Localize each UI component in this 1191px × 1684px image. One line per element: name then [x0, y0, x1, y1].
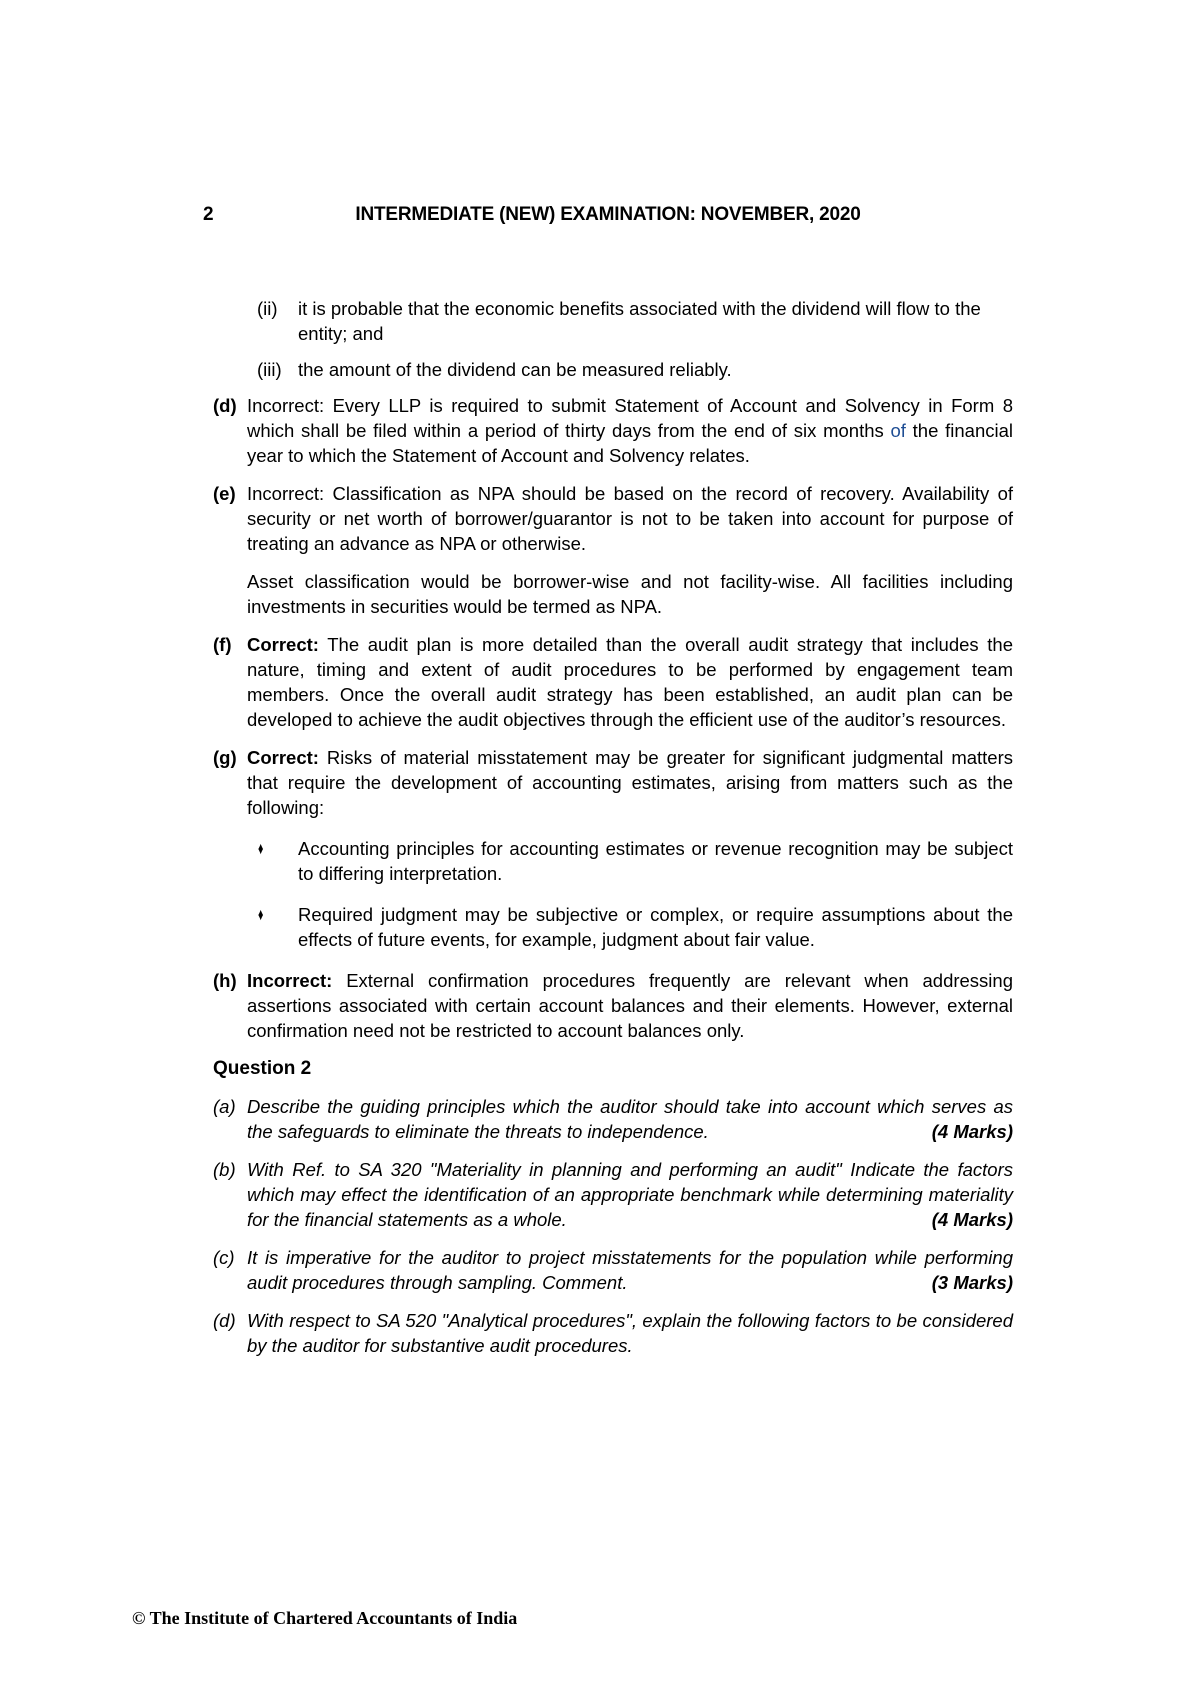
item-marker: (e) [213, 483, 236, 504]
question-text: With Ref. to SA 320 "Materiality in planning and performing an audit" Indicate the factors which may effect the identification of an appropriate benchmark while determining materiality for the financial statements as a whole. [247, 1159, 1013, 1230]
question-body [247, 1245, 1013, 1295]
question-body [247, 1308, 1013, 1358]
header-title: INTERMEDIATE (NEW) EXAMINATION: NOVEMBER, 2020 [355, 204, 861, 225]
answer-text: External confirmation procedures frequently are relevant when addressing assertions associated with certain account balances and their elements. However, external confirmation need not be restricted to account balances only. [247, 970, 1013, 1041]
answer-lead: Correct: [247, 634, 319, 655]
bullet-text: Required judgment may be subjective or complex, or require assumptions about the effects of future events, for example, judgment about fair value. [298, 904, 1013, 950]
question-paragraph [247, 1157, 1013, 1232]
list-item [213, 357, 1013, 382]
footer-copyright: © The Institute of Chartered Accountants of India [132, 1608, 518, 1628]
item-marker: (h) [213, 970, 237, 991]
answer-lead: Incorrect: [247, 483, 325, 504]
answer-paragraph [247, 968, 1013, 1043]
question-body [247, 1157, 1013, 1232]
item-marker: (b) [213, 1159, 236, 1180]
content [213, 296, 1013, 1371]
answer-text: the financial year to which the Statement of Account and Solvency relates. [247, 420, 1013, 466]
question-paragraph [247, 1308, 1013, 1358]
item-marker: (ii) [257, 298, 278, 319]
answer-text: Risks of material misstatement may be greater for significant judgmental matters that require the development of accounting estimates, arising from matters such as the following: [247, 747, 1013, 818]
bullet-list-item [247, 902, 1013, 952]
bullet-text: Accounting principles for accounting estimates or revenue recognition may be subject to differing interpretation. [298, 838, 1013, 884]
answer-body [247, 968, 1013, 1043]
answer-item [213, 745, 1013, 952]
answer-body [247, 481, 1013, 619]
question-heading: Question 2 [213, 1058, 312, 1079]
answer-paragraph [247, 745, 1013, 820]
answer-text: of [890, 420, 906, 441]
page-header [203, 202, 1013, 227]
item-marker: (g) [213, 747, 237, 768]
question-text: Describe the guiding principles which the auditor should take into account which serves as the safeguards to eliminate the threats to independence. [247, 1096, 1013, 1142]
answer-body [247, 393, 1013, 468]
answer-items-list [213, 393, 1013, 1043]
question-item [213, 1094, 1013, 1144]
answer-text: The audit plan is more detailed than the overall audit strategy that includes the nature, timing and extent of audit procedures to be performed by engagement team members. Once the overall audit strategy has been established, an audit plan can be developed to achieve the audit objectives through the efficient use of the auditor’s resources. [247, 634, 1013, 730]
answer-body [247, 632, 1013, 732]
marks-label: (4 Marks) [931, 1121, 1013, 1142]
question-item [213, 1157, 1013, 1232]
answer-lead: Correct: [247, 747, 319, 768]
answer-paragraph [247, 393, 1013, 468]
item-marker: (a) [213, 1096, 236, 1117]
answer-item [213, 481, 1013, 619]
answer-lead: Incorrect: [247, 970, 333, 991]
question-paragraph [247, 1094, 1013, 1144]
item-marker: (c) [213, 1247, 235, 1268]
answer-text: Every LLP is required to submit Statement of Account and Solvency in Form 8 which shall be filed within a period of thirty days from the end of six months [247, 395, 1014, 441]
item-text: it is probable that the economic benefits associated with the dividend will flow to the entity; and [298, 298, 981, 344]
question-text: With respect to SA 520 "Analytical procedures", explain the following factors to be considered by the auditor for substantive audit procedures. [247, 1310, 1013, 1356]
answer-item [213, 632, 1013, 732]
item-marker: (d) [213, 395, 237, 416]
question-item [213, 1245, 1013, 1295]
item-marker: (d) [213, 1310, 236, 1331]
bullet-list-item [247, 836, 1013, 886]
answer-paragraph [247, 632, 1013, 732]
diamond-bullet-icon: ♦ [258, 905, 264, 924]
answer-lead: Incorrect: [247, 395, 325, 416]
diamond-bullet-icon: ♦ [258, 839, 264, 858]
sub-items-list [213, 296, 1013, 382]
marks-label: (3 Marks) [931, 1272, 1013, 1293]
answer-body [247, 745, 1013, 952]
answer-text: Classification as NPA should be based on the record of recovery. Availability of security or net worth of borrower/guarantor is not to be taken into account for purpose of treating an advance as NPA or otherwise. [247, 483, 1014, 554]
page-number: 2 [203, 204, 214, 225]
question-body [247, 1094, 1013, 1144]
question-paragraph [247, 1245, 1013, 1295]
item-marker: (iii) [257, 359, 282, 380]
question-items-list [213, 1094, 1013, 1358]
extra-paragraph: Asset classification would be borrower-wise and not facility-wise. All facilities including investments in securities would be termed as NPA. [247, 571, 1013, 617]
marks-label: (4 Marks) [931, 1209, 1013, 1230]
item-text: the amount of the dividend can be measured reliably. [298, 359, 732, 380]
answer-paragraph [247, 481, 1013, 556]
answer-item [213, 393, 1013, 468]
list-item [213, 296, 1013, 346]
question-text: It is imperative for the auditor to project misstatements for the population while performing audit procedures through sampling. Comment. [247, 1247, 1013, 1293]
item-marker: (f) [213, 634, 232, 655]
answer-item [213, 968, 1013, 1043]
question-item [213, 1308, 1013, 1358]
